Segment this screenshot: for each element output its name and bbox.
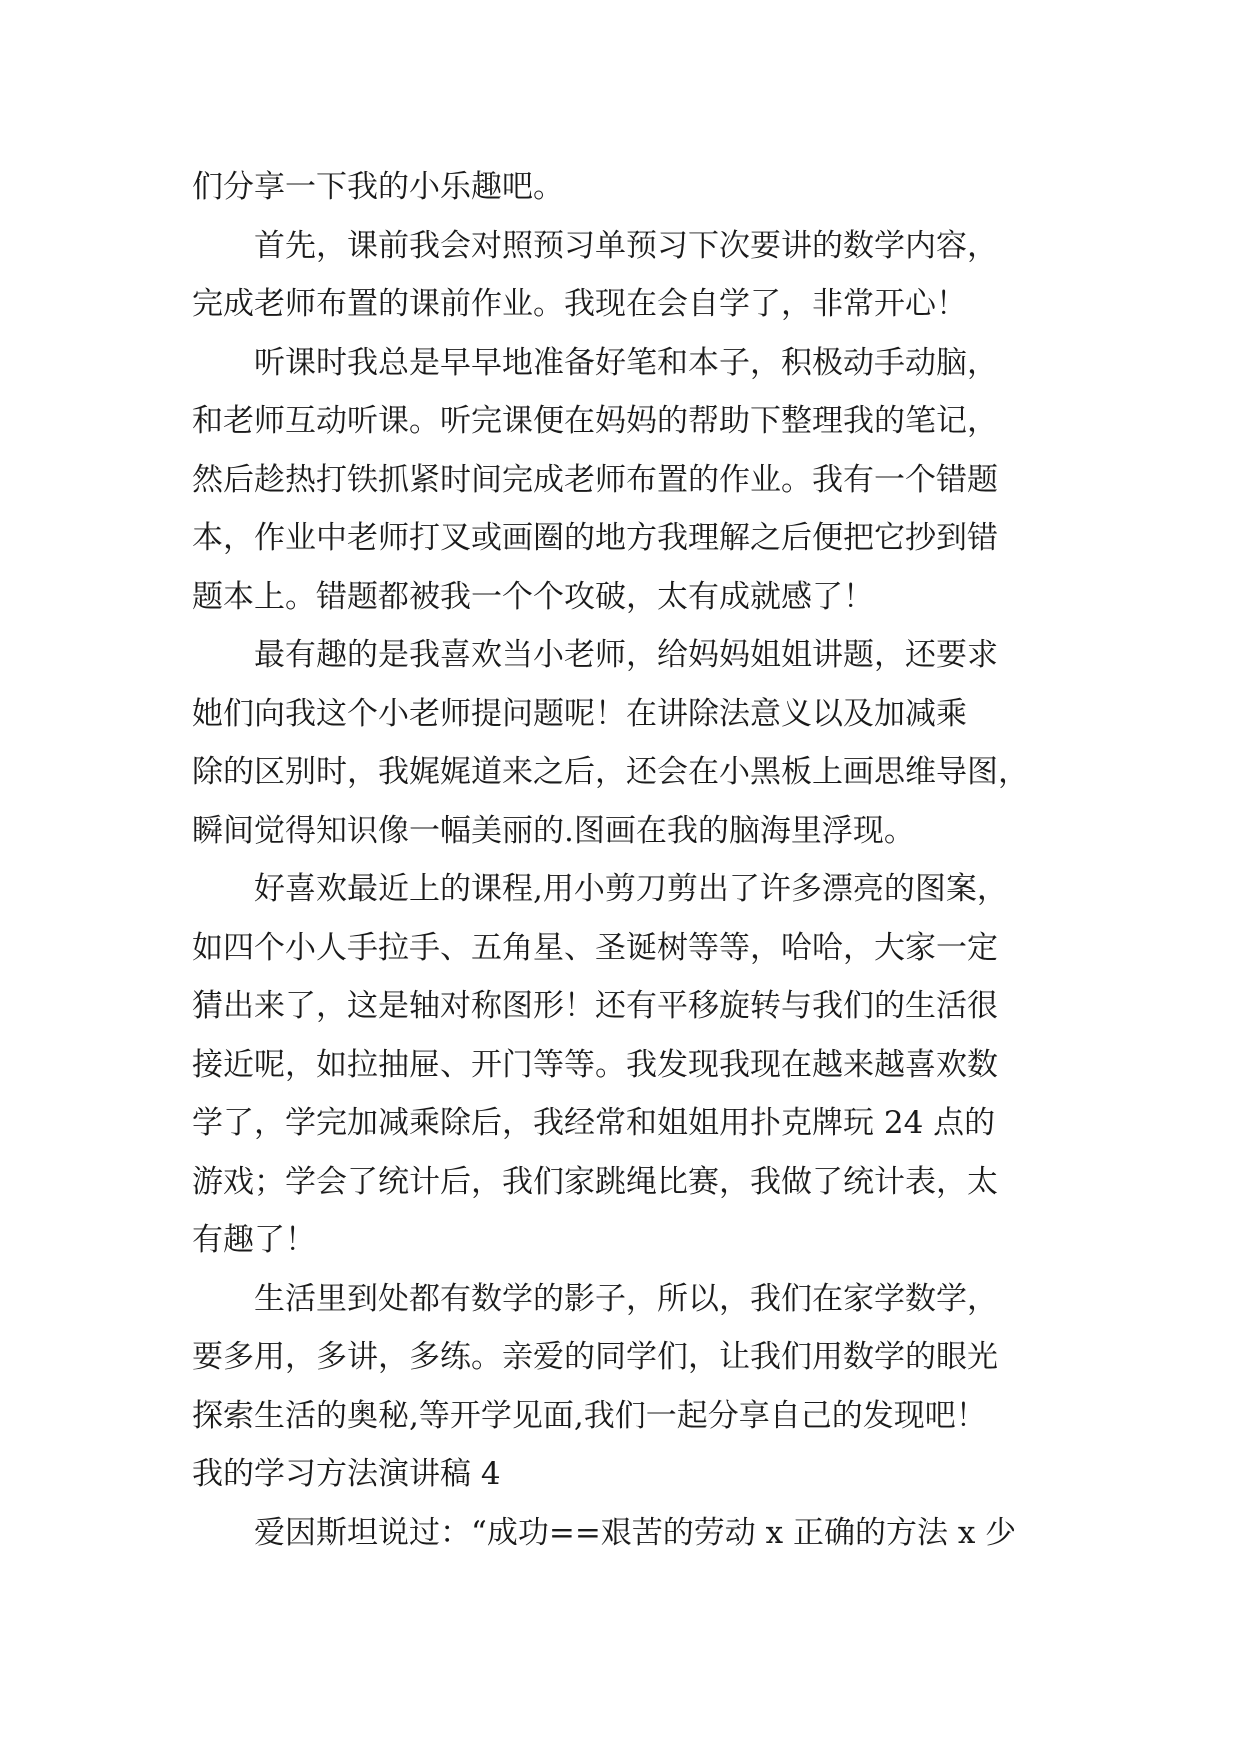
paragraph-first-line: 爱因斯坦说过：“成功==艰苦的劳动 x 正确的方法 x 少: [254, 1514, 1017, 1551]
text-line: 如四个小人手拉手、五角星、圣诞树等等，哈哈，大家一定: [192, 929, 998, 966]
text-line: 猜出来了，这是轴对称图形！还有平移旋转与我们的生活很: [192, 988, 998, 1024]
text-line: 有趣了！: [192, 1222, 316, 1258]
text-line: 本，作业中老师打叉或画圈的地方我理解之后便把它抄到错: [192, 520, 998, 556]
text-line: 除的区别时，我娓娓道来之后，还会在小黑板上画思维导图，: [192, 754, 1029, 790]
text-line: 接近呢，如拉抽屉、开门等等。我发现我现在越来越喜欢数: [192, 1046, 998, 1083]
text-line: 要多用，多讲，多练。亲爱的同学们，让我们用数学的眼光: [192, 1339, 998, 1375]
text-line: 们分享一下我的小乐趣吧。: [192, 169, 564, 205]
document-body: [192, 158, 1052, 1562]
text-line: 她们向我这个小老师提问题呢！在讲除法意义以及加减乘: [192, 695, 967, 732]
paragraph-first-line: 首先，课前我会对照预习单预习下次要讲的数学内容，: [254, 227, 998, 264]
text-line: 题本上。错题都被我一个个攻破，太有成就感了！: [192, 578, 874, 615]
text-line: 完成老师布置的课前作业。我现在会自学了，非常开心！: [192, 286, 967, 322]
text-line: 游戏；学会了统计后，我们家跳绳比赛，我做了统计表，太: [192, 1163, 998, 1200]
section-heading: 我的学习方法演讲稿 4: [192, 1456, 501, 1492]
paragraph-first-line: 听课时我总是早早地准备好笔和本子，积极动手动脑，: [254, 344, 998, 381]
text-line: 然后趁热打铁抓紧时间完成老师布置的作业。我有一个错题: [192, 461, 998, 498]
text-line: 探索生活的奥秘,等开学见面,我们一起分享自己的发现吧！: [192, 1397, 987, 1434]
text-line: 瞬间觉得知识像一幅美丽的.图画在我的脑海里浮现。: [192, 812, 915, 849]
paragraph-first-line: 生活里到处都有数学的影子，所以，我们在家学数学，: [254, 1280, 998, 1317]
text-line: 和老师互动听课。听完课便在妈妈的帮助下整理我的笔记，: [192, 403, 998, 439]
paragraph-first-line: 最有趣的是我喜欢当小老师，给妈妈姐姐讲题，还要求: [254, 637, 998, 673]
text-line: 学了，学完加减乘除后，我经常和姐姐用扑克牌玩 24 点的: [192, 1105, 996, 1141]
paragraph-first-line: 好喜欢最近上的课程,用小剪刀剪出了许多漂亮的图案，: [254, 871, 1008, 907]
